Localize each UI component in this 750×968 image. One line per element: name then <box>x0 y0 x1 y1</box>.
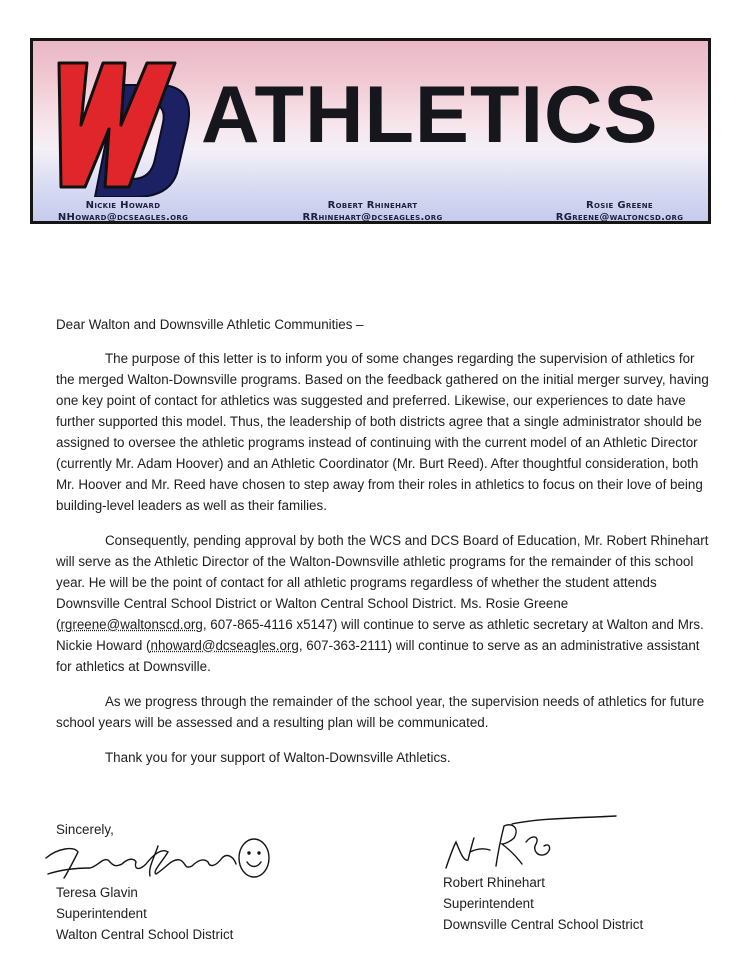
signer-name: Robert Rhinehart <box>443 875 545 890</box>
signature-robert-rhinehart <box>440 812 620 874</box>
banner-title: ATHLETICS <box>201 70 659 160</box>
contact-name: Nickie Howard <box>85 200 161 211</box>
letter-body <box>56 314 716 782</box>
paragraph-text: Consequently, pending approval by both the WCS and DCS Board of Education, Mr. Robert Rhinehart will serve as the Athletic Director of the Walton-Downsville athletic programs for the remainder of this school year. He will be the point of contact for all athletic programs regardless of whether the student attends Downsville Central School District or Walton Central School District. Ms. Rosie Greene ( <box>56 533 709 632</box>
contact-block <box>527 200 711 223</box>
paragraph <box>56 530 716 677</box>
email-link[interactable]: rgreene@waltonscd.org <box>60 617 203 632</box>
paragraph: Thank you for your support of Walton-Downsville Athletics. <box>105 750 451 765</box>
closing: Sincerely, <box>56 822 114 837</box>
signature-block-right <box>443 872 643 935</box>
contact-email[interactable]: NHoward@dcseagles.org <box>57 211 189 223</box>
athletics-banner <box>30 38 711 224</box>
contact-block <box>33 200 213 223</box>
contact-email[interactable]: RRhinehart@dcseagles.org <box>302 211 443 223</box>
contact-name: Robert Rhinehart <box>327 200 418 211</box>
paragraph: As we progress through the remainder of the school year, the supervision needs of athletics for future school years will be assessed and a resulting plan will be communicated. <box>56 694 705 730</box>
salutation: Dear Walton and Downsville Athletic Communities – <box>56 317 364 332</box>
contact-email[interactable]: RGreene@waltoncsd.org <box>555 211 684 223</box>
paragraph-text: , 607-865-4116 x5147) will continue to serve as athletic secretary at Walton and Mrs. Nickie Howard ( <box>56 617 704 653</box>
signer-district: Walton Central School District <box>56 927 234 942</box>
contact-block <box>275 200 470 223</box>
signer-title: Superintendent <box>443 896 534 911</box>
signature-block-left <box>56 819 233 945</box>
paragraph-text: , 607-363-2111) will continue to serve as an administrative assistant for athletics at Downsville. <box>56 638 700 674</box>
signer-district: Downsville Central School District <box>443 917 644 932</box>
paragraph: The purpose of this letter is to inform you of some changes regarding the supervision of athletics for the merged Walton-Downsville programs. Based on the feedback gathered on the initial merger survey, having one key point of contact for athletics was suggested and preferred. Likewise, our experiences to date have further supported this model. Thus, the leadership of both districts agree that a single administrator should be assigned to oversee the athletic programs instead of continuing with the current model of an Athletic Director (currently Mr. Adam Hoover) and an Athletic Coordinator (Mr. Burt Reed). After thoughtful consideration, both Mr. Hoover and Mr. Reed have chosen to step away from their roles in athletics to focus on their love of being building-level leaders as well as their families. <box>56 351 709 513</box>
contact-name: Rosie Greene <box>586 200 653 211</box>
signer-title: Superintendent <box>56 906 147 921</box>
email-link[interactable]: nhoward@dcseagles.org <box>150 638 299 653</box>
signer-name: Teresa Glavin <box>56 885 138 900</box>
wd-logo <box>47 55 197 197</box>
